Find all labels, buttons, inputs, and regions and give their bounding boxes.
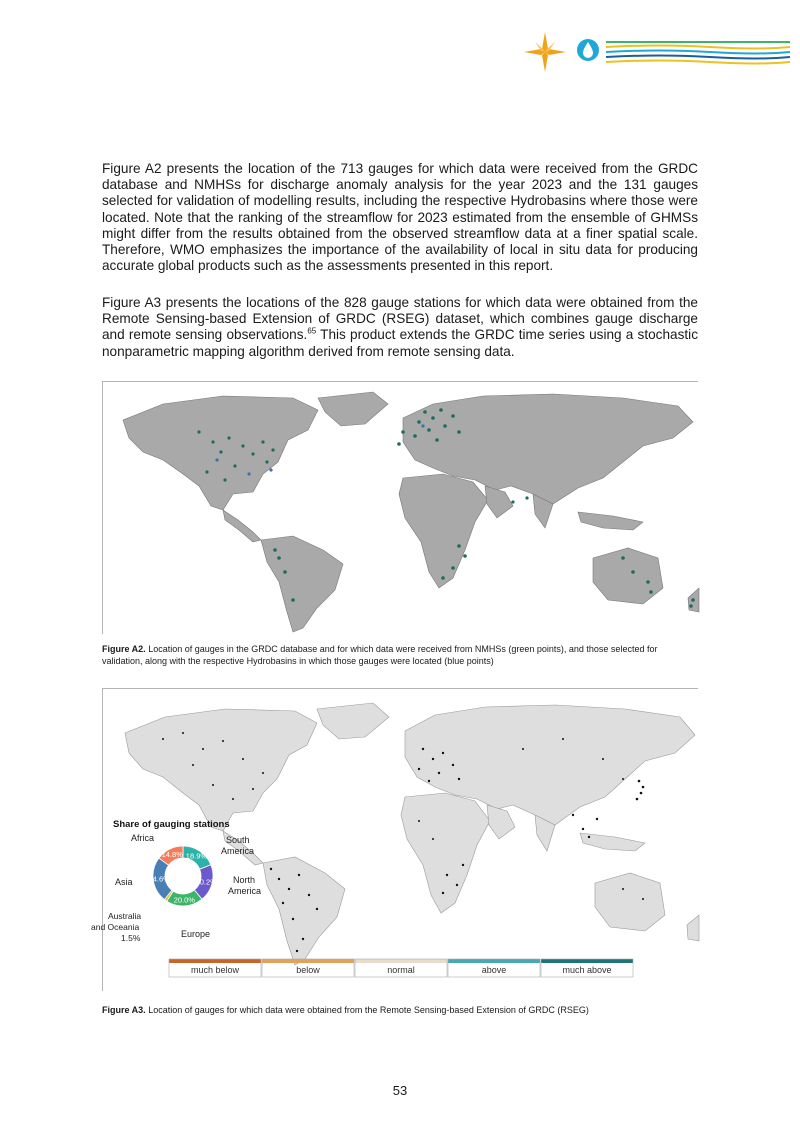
label-asia: Asia — [115, 877, 133, 887]
label-africa: Africa — [131, 833, 155, 843]
donut-pct-label: 20.0% — [173, 895, 195, 905]
figure-a2-caption: Figure A2. Location of gauges in the GRDC database and for which data were received from NMHSs (green points), and those selected for validation, along with the respective Hydrobasins in which those gauges were located (blue points) — [102, 644, 658, 666]
legend-swatch — [262, 959, 354, 963]
legend-swatch — [355, 959, 447, 963]
wave-lines — [606, 42, 790, 64]
page-number: 53 — [392, 1083, 408, 1098]
paragraph-2: Figure A3 presents the locations of the 828 gauge stations for which data were obtained from the Remote Sensing-based Extension of GRDC (RSEG) dataset, which combines gauge discharge and remote sensing observations.$^{65}$ This product extends the GRDC time series using a stochastic nonparametric mapping algorithm derived from remote sensing data. — [102, 295, 698, 359]
legend-label: much above — [562, 965, 612, 975]
legend-label: much below — [190, 965, 240, 975]
legend-swatch — [169, 959, 261, 963]
legend-label: above — [481, 965, 507, 975]
label-australia-line1: Australia — [108, 911, 142, 921]
water-drop-icon — [577, 39, 599, 61]
donut-title: Share of gauging stations — [113, 819, 230, 830]
label-north-america-line2: America — [228, 886, 262, 896]
donut-pct-label: 14.8% — [161, 850, 183, 860]
donut-pct-label: 20.2% — [195, 877, 217, 887]
category-legend — [169, 959, 633, 977]
label-north-america-line1: North — [233, 875, 256, 885]
paragraph-1: Figure A2 presents the location of the 713 gauges for which data were received from the GRDC database and NMHSs for discharge anomaly analysis for the year 2023 and the 131 gauges selected for validation of modelling results, including the respective Hydrobasins where those were located. Note that the ranking of the streamflow for 2023 estimated from the ensemble of GHMSs might differ from the results obtained from the observed streamflow data at a finer spatial scale. Therefore, WMO emphasizes the importance of the availability of local in situ data for producing accurate global products such as the assessments presented in this report. — [102, 161, 698, 274]
figure-a2 — [102, 381, 698, 634]
label-australia-line2: and Oceania — [91, 922, 140, 932]
figure-a3-caption: Figure A3. Location of gauges for which data were obtained from the Remote Sensing-based Extension of GRDC (RSEG) — [102, 1005, 589, 1015]
legend-label: below — [296, 965, 320, 975]
world-map-a3 — [91, 689, 699, 992]
figure-a3 — [91, 688, 698, 991]
header-decoration — [520, 28, 800, 76]
label-australia-line3: 1.5% — [121, 933, 141, 943]
legend-label: normal — [387, 965, 415, 975]
compass-star-icon — [524, 32, 566, 72]
footnote-ref: 65 — [307, 326, 317, 336]
donut-pct-label: 18.9% — [185, 851, 208, 861]
label-south-america-line1: South — [226, 835, 250, 845]
donut-pct-label: 24.6% — [148, 874, 170, 884]
world-map-a2 — [103, 382, 699, 635]
legend-swatch — [448, 959, 540, 963]
legend-swatch — [541, 959, 633, 963]
label-europe: Europe — [181, 929, 211, 939]
label-south-america-line2: America — [221, 846, 255, 856]
